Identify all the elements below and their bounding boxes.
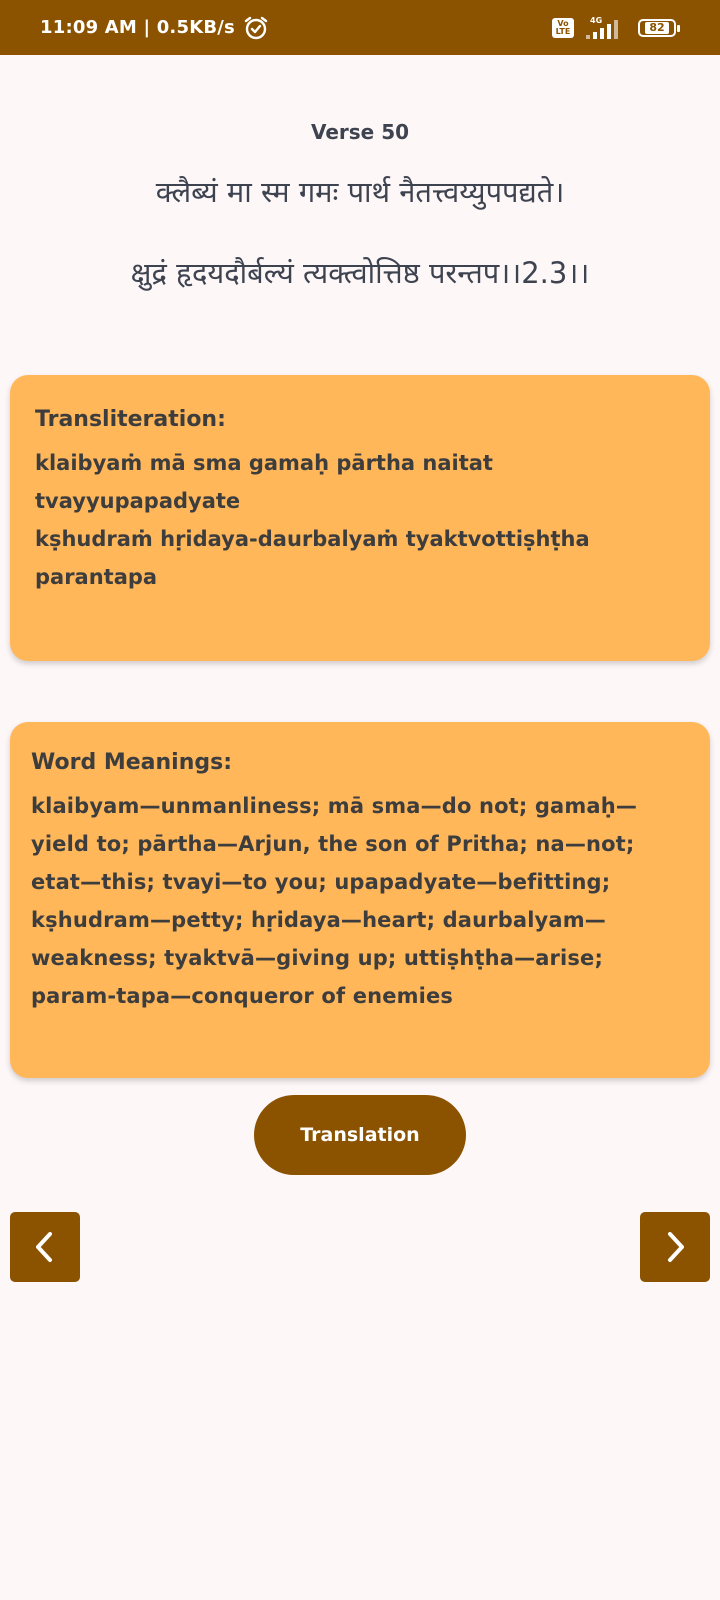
- verse-title: Verse 50: [310, 120, 410, 144]
- signal-icon: [580, 15, 626, 41]
- battery-icon: [638, 19, 676, 37]
- chevron-left-icon: [30, 1230, 60, 1264]
- transliteration-card: [10, 375, 710, 661]
- status-bar: [0, 0, 720, 55]
- battery-level: 82: [645, 22, 668, 34]
- volte-bottom-label: LTE: [555, 27, 571, 36]
- sanskrit-line-1: क्लैब्यं मा स्म गमः पार्थ नैतत्त्वय्युपपद्यते।: [155, 175, 565, 209]
- transliteration-text: klaibyaṁ mā sma gamaḥ pārtha naitat tvayyupapadyate kṣhudraṁ hṛidaya-daurbalyaṁ tyaktvottiṣhṭha parantapa: [35, 451, 590, 589]
- volte-top-label: Vo: [557, 19, 569, 28]
- word-meanings-card: [10, 722, 710, 1078]
- transliteration-heading: Transliteration:: [35, 407, 226, 432]
- translation-button[interactable]: Translation: [254, 1095, 466, 1175]
- volte-icon: [552, 18, 574, 38]
- word-meanings-text: klaibyam—unmanliness; mā sma—do not; gamaḥ—yield to; pārtha—Arjun, the son of Pritha; na—not; etat—this; tvayi—to you; upapadyate—befitting; kṣhudram—petty; hṛidaya—heart; daurbalyam—weakness; tyaktvā—giving up; uttiṣhṭha—arise; param-tapa—conqueror of enemies: [31, 794, 637, 1008]
- network-type-label: 4G: [590, 16, 603, 25]
- alarm-icon: [243, 15, 269, 41]
- chevron-right-icon: [660, 1230, 690, 1264]
- next-verse-button[interactable]: [640, 1212, 710, 1282]
- sanskrit-line-2: क्षुद्रं हृदयदौर्बल्यं त्यक्त्वोत्तिष्ठ परन्तप।।2.3।।: [130, 256, 590, 290]
- word-meanings-heading: Word Meanings:: [31, 750, 233, 775]
- status-icons: [552, 15, 676, 41]
- previous-verse-button[interactable]: [10, 1212, 80, 1282]
- status-time: 11:09 AM | 0.5KB/s: [40, 17, 235, 38]
